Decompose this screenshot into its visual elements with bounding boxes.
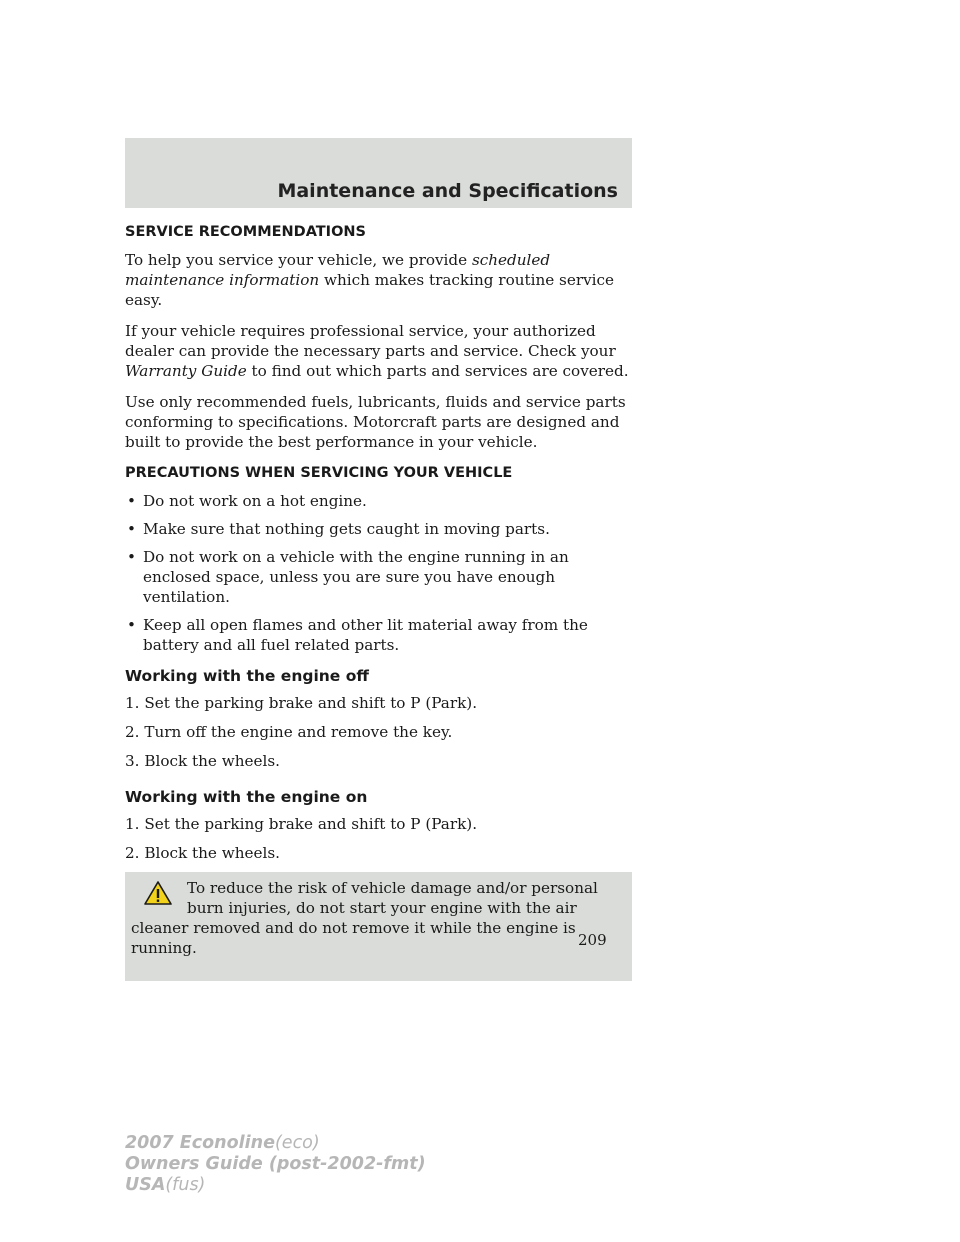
bullet-icon: • bbox=[127, 492, 136, 510]
paragraph-recommended-parts: Use only recommended fuels, lubricants, fluids and service parts conforming to specifications. Motorcraft parts are designed and built to provide the best performance in your vehicle. bbox=[125, 393, 626, 451]
paragraph-service-intro: To help you service your vehicle, we provide scheduled maintenance information which makes tracking routine service easy. bbox=[125, 251, 615, 309]
footer-market: USA bbox=[125, 1175, 166, 1195]
subheading-engine-on: Working with the engine on bbox=[125, 788, 368, 806]
step-item: 3. Block the wheels. bbox=[125, 752, 280, 770]
page-number: 209 bbox=[578, 931, 607, 949]
bullet-icon: • bbox=[127, 548, 136, 566]
list-item: • Do not work on a hot engine. bbox=[127, 492, 367, 510]
warranty-guide-emphasis: Warranty Guide bbox=[125, 362, 247, 380]
footer-edition bbox=[125, 1133, 426, 1196]
section-heading-service: SERVICE RECOMMENDATIONS bbox=[125, 224, 366, 240]
engine-off-steps bbox=[125, 693, 632, 771]
step-item: 2. Block the wheels. bbox=[125, 844, 280, 862]
warning-triangle-icon bbox=[143, 880, 173, 906]
footer-market-code: (fus) bbox=[165, 1175, 206, 1195]
engine-on-steps bbox=[125, 814, 632, 863]
step-item: 2. Turn off the engine and remove the key. bbox=[125, 723, 453, 741]
precautions-list bbox=[125, 491, 632, 655]
step-item: 1. Set the parking brake and shift to P (Park). bbox=[125, 815, 478, 833]
list-item: • Keep all open flames and other lit material away from the battery and all fuel related parts. bbox=[127, 616, 588, 654]
list-item: • Do not work on a vehicle with the engine running in an enclosed space, unless you are sure you have enough ventilation. bbox=[127, 548, 569, 606]
footer-model: 2007 Econoline bbox=[125, 1133, 275, 1153]
paragraph-professional-service: If your vehicle requires professional service, your authorized dealer can provide the necessary parts and service. Check your Warranty Guide to find out which parts and services are covered. bbox=[125, 322, 629, 380]
page-content bbox=[125, 222, 632, 981]
footer-guide: Owners Guide (post-2002-fmt) bbox=[125, 1154, 426, 1174]
page-title: Maintenance and Specifications bbox=[277, 180, 618, 202]
warning-box bbox=[125, 872, 632, 981]
warning-text: To reduce the risk of vehicle damage and/or personal burn injuries, do not start your engine with the air cleaner removed and do not remove it while the engine is running. bbox=[131, 879, 598, 957]
footer-model-code: (eco) bbox=[274, 1133, 320, 1153]
list-item: • Make sure that nothing gets caught in moving parts. bbox=[127, 520, 550, 538]
header-band bbox=[125, 138, 632, 208]
section-heading-precautions: PRECAUTIONS WHEN SERVICING YOUR VEHICLE bbox=[125, 465, 513, 481]
subheading-engine-off: Working with the engine off bbox=[125, 667, 369, 685]
bullet-icon: • bbox=[127, 520, 136, 538]
scheduled-maintenance-emphasis: scheduled maintenance information bbox=[125, 251, 551, 289]
bullet-icon: • bbox=[127, 616, 136, 634]
step-item: 1. Set the parking brake and shift to P (Park). bbox=[125, 694, 478, 712]
